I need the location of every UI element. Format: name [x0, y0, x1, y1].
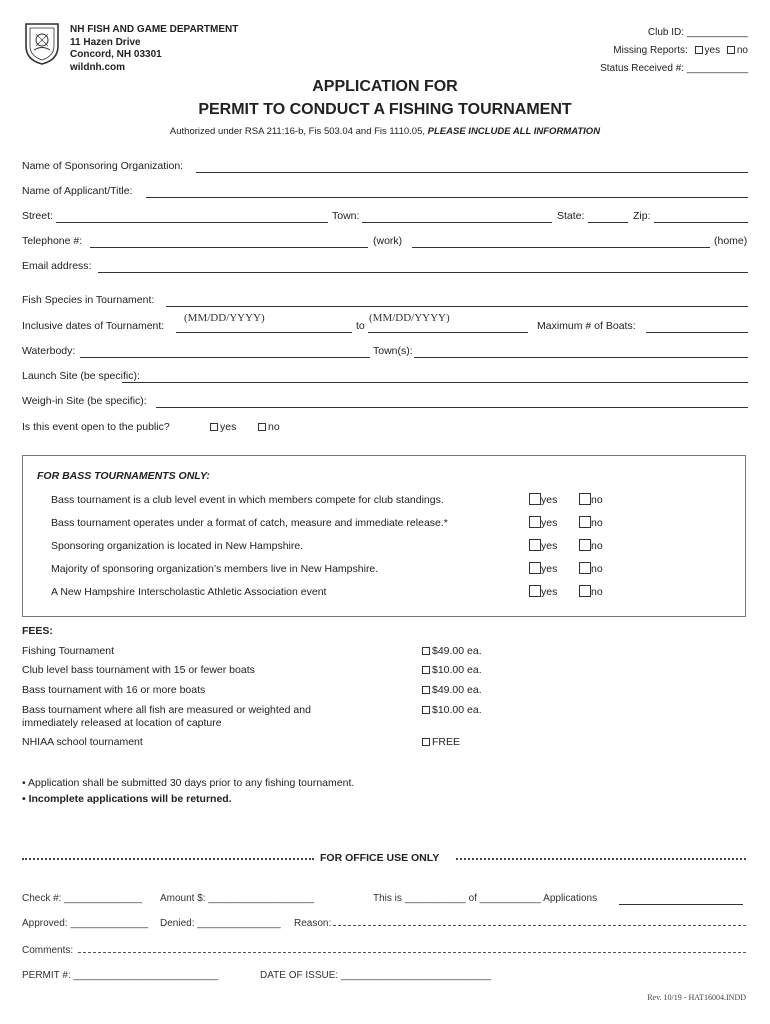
fee-label-bass-16: Bass tournament with 16 or more boats [22, 684, 206, 696]
bass-q1-yes-checkbox[interactable] [529, 493, 541, 505]
applicant-row [22, 185, 748, 201]
office-applications-line [619, 893, 743, 905]
weigh-in-row [22, 395, 748, 411]
office-comments-label: Comments: [22, 945, 74, 956]
fee-club-bass [422, 664, 482, 676]
fee-label-club-bass: Club level bass tournament with 15 or fewer boats [22, 664, 255, 676]
towns-field[interactable] [414, 345, 748, 358]
office-approved-row [22, 918, 746, 929]
waterbody-label: Waterbody: [22, 345, 76, 357]
note-submission: • Application shall be submitted 30 days prior to any fishing tournament. [22, 777, 355, 789]
bass-q5-no-checkbox[interactable] [579, 585, 591, 597]
bass-q3-no-checkbox[interactable] [579, 539, 591, 551]
street-field[interactable] [56, 210, 328, 223]
form-title-line-2: PERMIT TO CONDUCT A FISHING TOURNAMENT [198, 101, 572, 118]
telephone-home-field[interactable] [412, 235, 710, 248]
applicant-label: Name of Applicant/Title: [22, 185, 133, 197]
fee-bass-16-checkbox[interactable] [422, 686, 430, 694]
launch-site-label: Launch Site (be specific): [22, 370, 140, 382]
bass-q2-yes [529, 516, 557, 529]
fish-species-label: Fish Species in Tournament: [22, 294, 155, 306]
bass-q4-yes-checkbox[interactable] [529, 562, 541, 574]
street-label: Street: [22, 210, 53, 222]
bass-q3-yes [529, 539, 557, 552]
weigh-in-field[interactable] [156, 395, 748, 408]
missing-reports [600, 42, 748, 60]
home-label: (home) [714, 235, 748, 247]
missing-reports-label: Missing Reports: [613, 45, 688, 56]
bass-q4-yes-label: yes [541, 563, 558, 575]
bass-q3-yes-label: yes [541, 540, 558, 552]
open-public-row [22, 421, 748, 437]
status-received[interactable]: Status Received #: ___________ [600, 63, 748, 74]
open-public-no-label: no [268, 421, 280, 433]
launch-site-row [22, 370, 748, 386]
waterbody-row [22, 345, 748, 361]
bass-q1-no [579, 493, 603, 506]
office-comments-row [22, 945, 746, 956]
fee-release-checkbox[interactable] [422, 706, 430, 714]
fee-club-bass-checkbox[interactable] [422, 666, 430, 674]
fee-label-release-line-1: Bass tournament where all fish are measured or weighted and [22, 704, 311, 716]
bass-q1-no-label: no [591, 494, 603, 506]
open-public-label: Is this event open to the public? [22, 421, 170, 433]
address-line-2: Concord, NH 03301 [70, 49, 162, 60]
bass-question-2: Bass tournament operates under a format of catch, measure and immediate release.* [51, 517, 448, 529]
bass-q1-yes [529, 493, 557, 506]
office-permit-row [22, 970, 492, 981]
fish-species-row [22, 294, 748, 310]
revision-code: Rev. 10/19 - HAT16004.INDD [647, 993, 746, 1002]
office-comments-field[interactable] [78, 952, 746, 953]
end-date-field[interactable] [368, 312, 528, 333]
launch-site-field[interactable] [122, 370, 748, 383]
bass-tournament-section [22, 455, 746, 617]
club-id[interactable]: Club ID: ___________ [647, 27, 748, 38]
sponsoring-org-row [22, 160, 748, 176]
bass-question-4: Majority of sponsoring organization’s members live in New Hampshire. [51, 563, 379, 575]
address-row [22, 210, 748, 226]
email-label: Email address: [22, 260, 92, 272]
bass-question-1: Bass tournament is a club level event in which members compete for club standings. [51, 494, 444, 506]
open-public-yes [210, 421, 236, 433]
bass-q3-no [579, 539, 603, 552]
office-this-is[interactable]: This is ___________ of ___________ Applications [373, 893, 598, 904]
open-public-yes-checkbox[interactable] [210, 423, 218, 431]
office-divider-right [456, 858, 746, 860]
bass-q5-no-label: no [591, 586, 603, 598]
bass-q4-yes [529, 562, 557, 575]
town-field[interactable] [362, 210, 552, 223]
fish-species-field[interactable] [166, 294, 748, 307]
email-row [22, 260, 748, 276]
missing-reports-no-label: no [736, 45, 748, 56]
fee-fishing-checkbox[interactable] [422, 647, 430, 655]
bass-q4-no-checkbox[interactable] [579, 562, 591, 574]
towns-label: Town(s): [373, 345, 413, 357]
note-incomplete: • Incomplete applications will be returned. [22, 793, 232, 805]
bass-question-3: Sponsoring organization is located in New Hampshire. [51, 540, 304, 552]
waterbody-field[interactable] [80, 345, 370, 358]
office-permit[interactable]: PERMIT #: __________________________ [22, 970, 219, 981]
end-date-hint: (MM/DD/YYYY) [369, 312, 450, 324]
zip-label: Zip: [633, 210, 651, 222]
fee-nhiaa-amount: FREE [432, 736, 461, 748]
bass-section-title: FOR BASS TOURNAMENTS ONLY: [37, 470, 210, 482]
authorization-note [0, 126, 770, 137]
fee-nhiaa-checkbox[interactable] [422, 738, 430, 746]
fee-nhiaa [422, 736, 460, 748]
fee-bass-16-amount: $49.00 ea. [432, 684, 482, 696]
authorization-text: Authorized under RSA 211:16-b, Fis 503.04 and Fis 1110.05, [169, 126, 426, 137]
bass-q2-no-checkbox[interactable] [579, 516, 591, 528]
fee-club-bass-amount: $10.00 ea. [432, 664, 482, 676]
fee-fishing [422, 645, 482, 657]
bass-q2-no-label: no [591, 517, 603, 529]
telephone-label: Telephone #: [22, 235, 83, 247]
missing-reports-yes-checkbox[interactable] [695, 46, 703, 54]
telephone-row [22, 235, 748, 251]
fee-release-amount: $10.00 ea. [432, 704, 482, 716]
fee-label-nhiaa: NHIAA school tournament [22, 736, 143, 748]
start-date-hint: (MM/DD/YYYY) [184, 312, 265, 324]
bass-q5-no [579, 585, 603, 598]
fee-bass-16 [422, 684, 482, 696]
office-denied[interactable]: Denied: _______________ [160, 918, 281, 929]
zip-field[interactable] [654, 210, 748, 223]
max-boats-label: Maximum # of Boats: [537, 320, 636, 332]
weigh-in-label: Weigh-in Site (be specific): [22, 395, 147, 407]
max-boats-field[interactable] [646, 320, 748, 333]
email-field[interactable] [98, 260, 748, 273]
office-approved[interactable]: Approved: ______________ [22, 918, 149, 929]
applicant-field[interactable] [146, 185, 748, 198]
bass-q5-yes [529, 585, 557, 598]
bass-q2-no [579, 516, 603, 529]
bass-q5-yes-label: yes [541, 586, 558, 598]
sponsoring-org-label: Name of Sponsoring Organization: [22, 160, 184, 172]
bass-q4-no [579, 562, 603, 575]
office-check-row [22, 893, 598, 904]
nh-fish-game-seal [22, 20, 62, 66]
office-date-of-issue[interactable]: DATE OF ISSUE: ___________________________ [260, 970, 492, 981]
fees-title: FEES: [22, 625, 53, 637]
inclusive-dates-label: Inclusive dates of Tournament: [22, 320, 165, 332]
bass-q4-no-label: no [591, 563, 603, 575]
bass-q5-yes-checkbox[interactable] [529, 585, 541, 597]
to-label: to [356, 320, 365, 332]
sponsoring-org-field[interactable] [196, 160, 748, 173]
form-title-line-1: APPLICATION FOR [312, 78, 458, 95]
department-name: NH FISH AND GAME DEPARTMENT [70, 24, 239, 35]
office-divider-left [22, 858, 314, 860]
open-public-no-checkbox[interactable] [258, 423, 266, 431]
fee-release [422, 704, 482, 716]
bass-q3-yes-checkbox[interactable] [529, 539, 541, 551]
office-header-fields [600, 24, 748, 78]
note-submission-text: Application shall be submitted 30 days prior to any fishing tournament. [28, 777, 355, 789]
work-label: (work) [373, 235, 403, 247]
missing-reports-no-checkbox[interactable] [727, 46, 735, 54]
fee-label-release-line-2: immediately released at location of capture [22, 717, 222, 729]
office-amount[interactable]: Amount $: ___________________ [160, 893, 315, 904]
bass-question-5: A New Hampshire Interscholastic Athletic Association event [51, 586, 327, 598]
fee-fishing-amount: $49.00 ea. [432, 645, 482, 657]
address-line-1: 11 Hazen Drive [70, 36, 141, 48]
fee-label-fishing: Fishing Tournament [22, 645, 115, 657]
dates-row [22, 312, 748, 336]
missing-reports-yes-label: yes [704, 45, 721, 56]
office-check[interactable]: Check #: ______________ [22, 893, 143, 904]
office-reason-label: Reason: [294, 918, 332, 929]
bass-q1-no-checkbox[interactable] [579, 493, 591, 505]
start-date-field[interactable] [176, 312, 352, 333]
bass-q2-yes-checkbox[interactable] [529, 516, 541, 528]
bass-q3-no-label: no [591, 540, 603, 552]
fee-label-release [22, 704, 311, 730]
bass-q1-yes-label: yes [541, 494, 558, 506]
note-incomplete-text: Incomplete applications will be returned. [28, 793, 232, 805]
state-field[interactable] [588, 210, 628, 223]
authorization-emphasis: PLEASE INCLUDE ALL INFORMATION [427, 126, 601, 137]
open-public-yes-label: yes [220, 421, 237, 433]
website: wildnh.com [70, 61, 125, 73]
telephone-work-field[interactable] [90, 235, 368, 248]
office-reason-field[interactable] [333, 925, 746, 926]
open-public-no [258, 421, 280, 433]
department-address [70, 24, 238, 74]
state-label: State: [557, 210, 585, 222]
office-use-title: FOR OFFICE USE ONLY [320, 852, 440, 864]
town-label: Town: [332, 210, 360, 222]
bass-q2-yes-label: yes [541, 517, 558, 529]
